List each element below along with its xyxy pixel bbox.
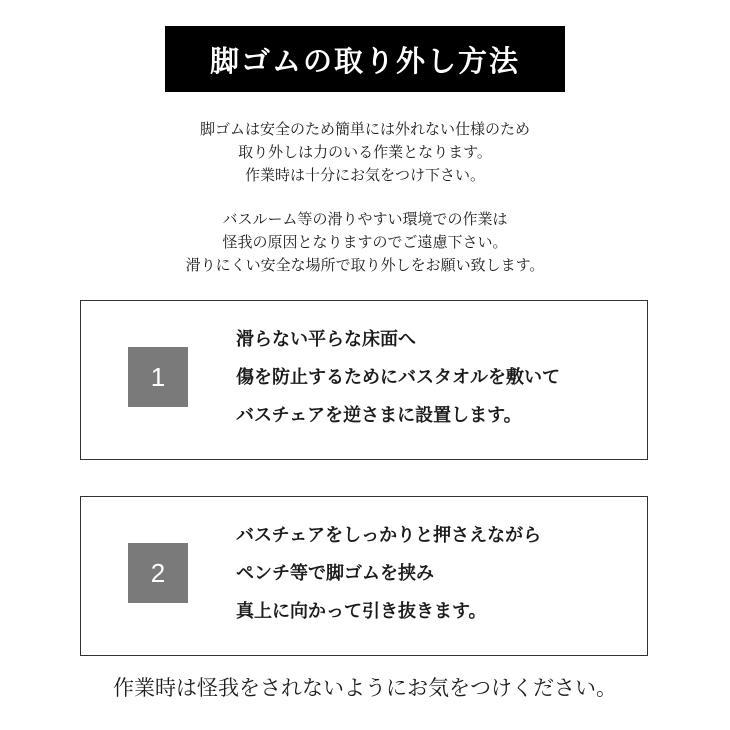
step-number: 2 [150, 557, 166, 588]
step-instructions [236, 321, 560, 435]
intro-paragraph-2 [0, 208, 730, 277]
page-title-text: 脚ゴムの取り外し方法 [209, 43, 520, 78]
intro-line: 怪我の原因となりますのでご遠慮下さい。 [222, 233, 508, 251]
step-line: バスチェアをしっかりと押さえながら [236, 525, 542, 546]
step-card-2 [80, 496, 648, 656]
intro-line: 滑りにくい安全な場所で取り外しをお願い致します。 [185, 256, 545, 274]
page-title [165, 26, 565, 92]
step-line: 真上に向かって引き抜きます。 [236, 601, 487, 622]
step-line: バスチェアを逆さまに設置します。 [236, 405, 522, 426]
intro-paragraph-1 [0, 118, 730, 187]
step-number-badge [128, 543, 188, 603]
intro-line: 取り外しは力のいる作業となります。 [238, 143, 492, 161]
step-number-badge [128, 347, 188, 407]
intro-line: バスルーム等の滑りやすい環境での作業は [222, 210, 508, 228]
footer-warning: 作業時は怪我をされないようにお気をつけください。 [113, 676, 617, 700]
step-instructions [236, 517, 541, 631]
step-line: ペンチ等で脚ゴムを挟み [236, 563, 434, 584]
intro-line: 脚ゴムは安全のため簡単には外れない仕様のため [199, 120, 530, 138]
step-card-1 [80, 300, 648, 460]
step-line: 滑らない平らな床面へ [236, 329, 416, 350]
intro-line: 作業時は十分にお気をつけ下さい。 [244, 166, 485, 184]
step-line: 傷を防止するためにバスタオルを敷いて [236, 367, 560, 388]
step-number: 1 [150, 361, 166, 392]
